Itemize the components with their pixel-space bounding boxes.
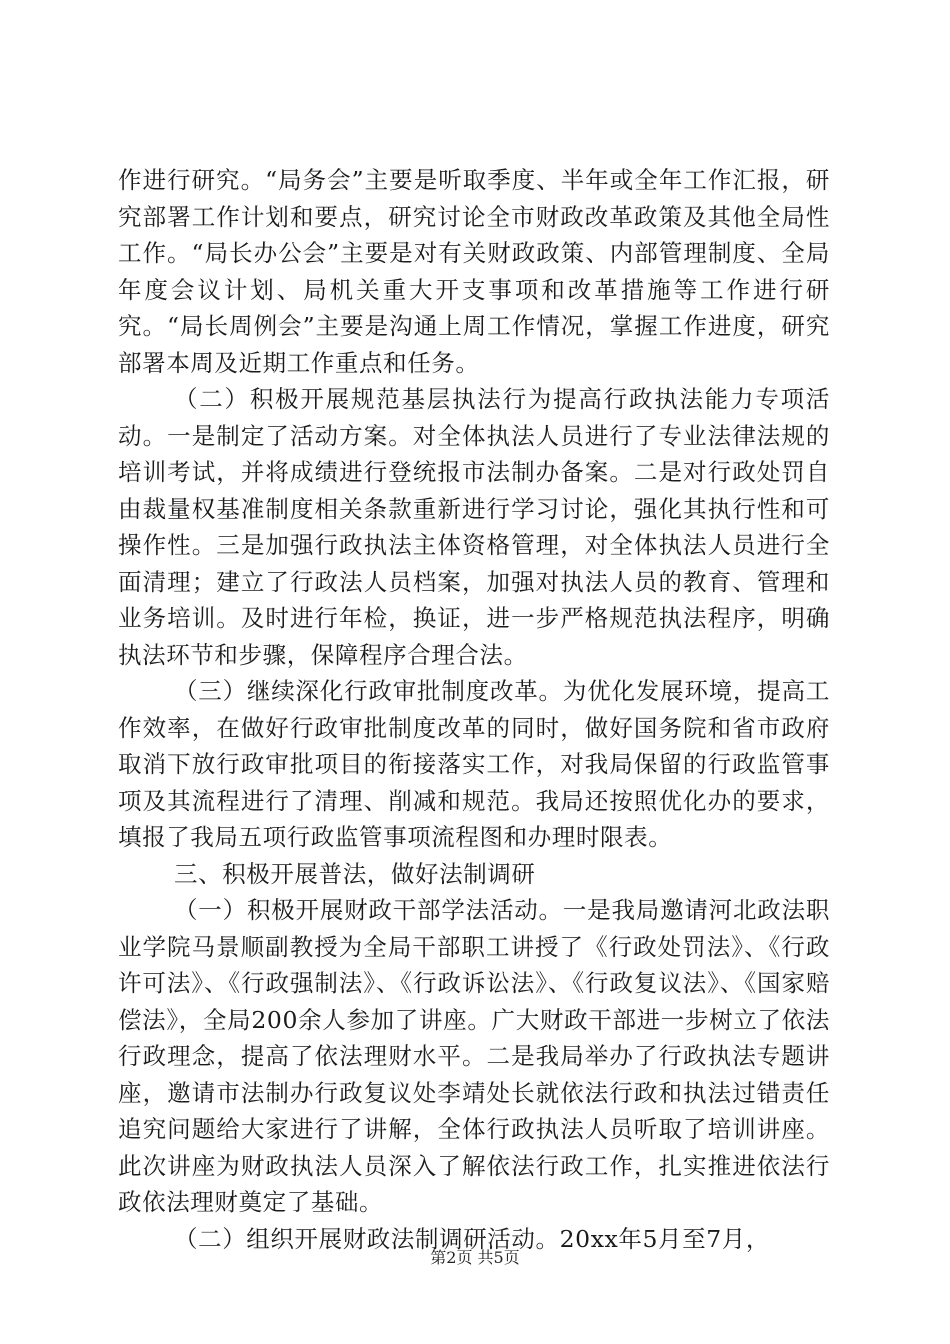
document-body <box>118 162 830 1257</box>
paragraph-legal-research: （二）组织开展财政法制调研活动。20xx年5月至7月， <box>174 1224 771 1253</box>
paragraph-cadre-law-study: （一）积极开展财政干部学法活动。一是我局邀请河北政法职业学院马景顺副教授为全局干部职工讲授了《行政处罚法》、《行政许可法》、《行政强制法》、《行政诉讼法》、《行政复议法》、《国家赔偿法》，全局200余人参加了讲座。广大财政干部进一步树立了依法行政理念，提高了依法理财水平。二是我局举办了行政执法专题讲座，邀请市法制办行政复议处李靖处长就依法行政和执法过错责任追究问题给大家进行了讲解，全体行政执法人员听取了培训讲座。此次讲座为财政执法人员深入了解依法行政工作，扎实推进依法行政依法理财奠定了基础。 <box>118 896 830 1216</box>
paragraph-law-enforcement-campaign: （二）积极开展规范基层执法行为提高行政执法能力专项活动。一是制定了活动方案。对全体执法人员进行了专业法律法规的培训考试，并将成绩进行登统报市法制办备案。二是对行政处罚自由裁量权基准制度相关条款重新进行学习讨论，强化其执行性和可操作性。三是加强行政执法主体资格管理，对全体执法人员进行全面清理；建立了行政法人员档案，加强对执法人员的教育、管理和业务培训。及时进行年检，换证，进一步严格规范执法程序，明确执法环节和步骤，保障程序合理合法。 <box>118 385 830 669</box>
page-number-footer: 第2页 共5页 <box>430 1248 520 1267</box>
paragraph-administrative-approval-reform: （三）继续深化行政审批制度改革。为优化发展环境，提高工作效率，在做好行政审批制度改革的同时，做好国务院和省市政府取消下放行政审批项目的衔接落实工作，对我局保留的行政监管事项及其流程进行了清理、削减和规范。我局还按照优化办的要求，填报了我局五项行政监管事项流程图和办理时限表。 <box>118 677 830 851</box>
paragraph-meeting-types: 作进行研究。“局务会”主要是听取季度、半年或全年工作汇报，研究部署工作计划和要点，研究讨论全市财政改革政策及其他全局性工作。“局长办公会”主要是对有关财政政策、内部管理制度、全局年度会议计划、局机关重大开支事项和改革措施等工作进行研究。“局长周例会”主要是沟通上周工作情况，掌握工作进度，研究部署本周及近期工作重点和任务。 <box>118 166 830 377</box>
section-heading-legal-education: 三、积极开展普法，做好法制调研 <box>174 859 536 888</box>
